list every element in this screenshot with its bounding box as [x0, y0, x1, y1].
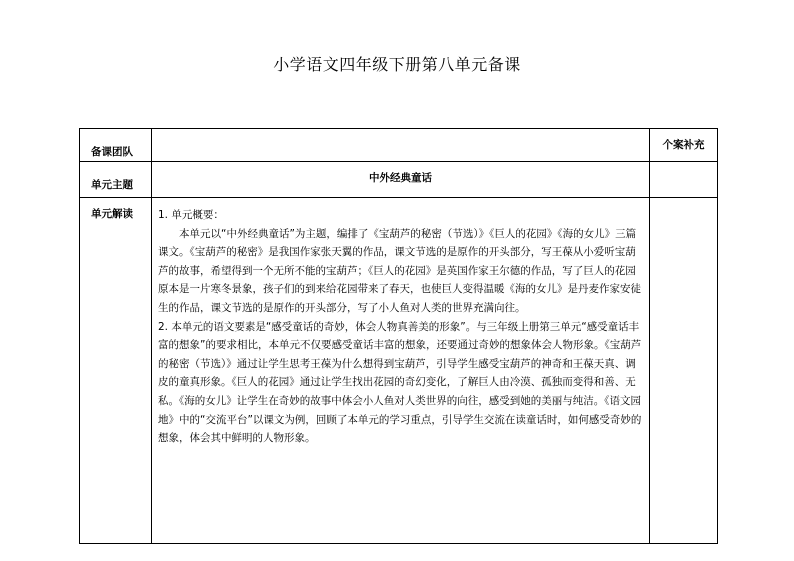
- analysis-label: 单元解读: [80, 198, 152, 544]
- analysis-elements-text: 2. 本单元的语文要素是“感受童话的奇妙，体会人物真善美的形象”。与三年级上册第三单元“感受童话丰富的想象”的要求相比，本单元不仅要感受童话丰富的想象，还要通过奇妙的想象体会人物形象。《宝葫芦的秘密（节选）》通过让学生思考王葆为什么想得到宝葫芦，引导学生感受宝葫芦的神奇和王葆天真、调皮的童真形象。《巨人的花园》通过让学生找出花园的奇幻变化，了解巨人由冷漠、孤独而变得和善、无私。《海的女儿》让学生在奇妙的故事中体会小人鱼对人类世界的向往，感受到她的美丽与纯洁。《语文园地》中的“交流平台”以课文为例，回顾了本单元的学习重点，引导学生交流在读童话时，如何感受奇妙的想象，体会其中鲜明的人物形象。: [158, 320, 642, 445]
- theme-label: 单元主题: [80, 162, 152, 198]
- analysis-overview-heading: 1. 单元概要：: [158, 209, 224, 221]
- lesson-plan-table: [79, 128, 718, 544]
- supplement-cell-analysis: [650, 198, 718, 544]
- page-title: 小学语文四年级下册第八单元备课: [273, 55, 521, 74]
- table-row-team: [80, 129, 718, 162]
- theme-value: 中外经典童话: [152, 162, 650, 198]
- table-row-theme: [80, 162, 718, 198]
- analysis-content: [152, 198, 650, 544]
- supplement-cell-theme: [650, 162, 718, 198]
- analysis-overview-text: 本单元以“中外经典童话”为主题，编排了《宝葫芦的秘密（节选）》《巨人的花园》《海的女儿》三篇课文。《宝葫芦的秘密》是我国作家张天翼的作品，课文节选的是原作的开头部分，写王葆从小爱听宝葫芦的故事，希望得到一个无所不能的宝葫芦；《巨人的花园》是英国作家王尔德的作品，写了巨人的花园原本是一片寒冬景象，孩子们的到来给花园带来了春天，也使巨人变得温暖《海的女儿》是丹麦作家安徒生的作品，课文节选的是原作的开头部分，写了小人鱼对人类的世界充满向往。: [158, 227, 641, 314]
- team-value-cell: [152, 129, 650, 162]
- supplement-header: 个案补充: [650, 129, 718, 162]
- table-row-analysis: [80, 198, 718, 544]
- team-label: 备课团队: [80, 129, 152, 162]
